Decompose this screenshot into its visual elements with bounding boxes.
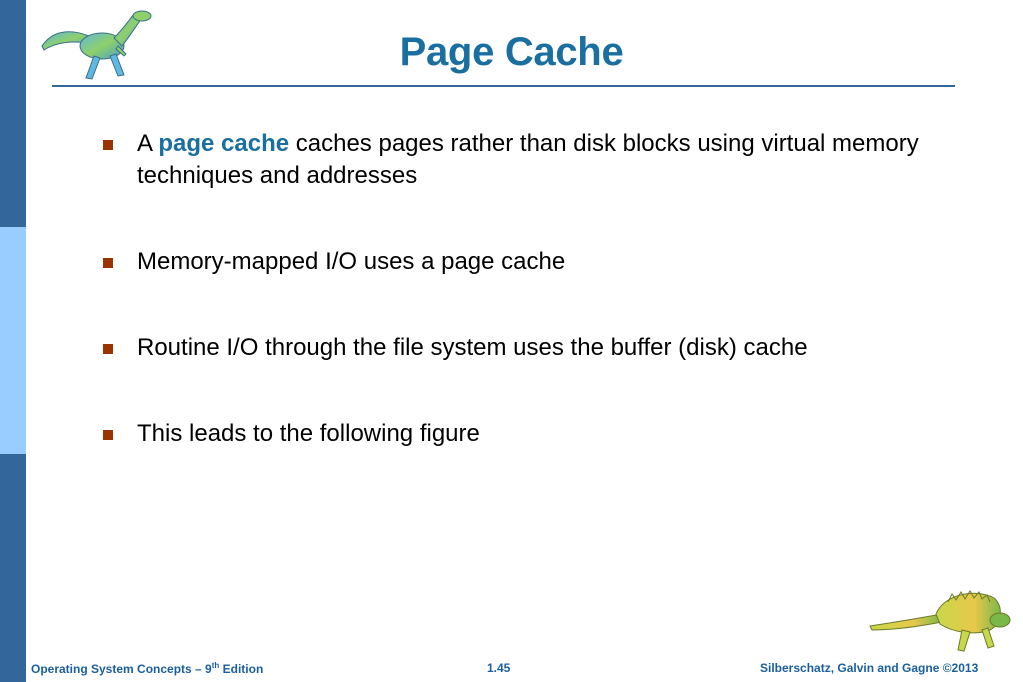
bullet-text: Routine I/O through the file system uses the buffer (disk) cache <box>137 334 808 361</box>
slide-title: Page Cache <box>399 30 624 74</box>
sidebar-light-middle <box>0 227 26 454</box>
highlighted-term: page cache <box>158 130 290 157</box>
bullet-list <box>100 128 920 450</box>
title-divider <box>52 85 955 87</box>
bullet-text: This leads to the following figure <box>137 420 480 447</box>
bullet-item <box>100 418 920 450</box>
bullet-item <box>100 128 920 192</box>
bullet-text-post: caches pages rather than disk blocks using virtual memory techniques and addresses <box>137 130 919 189</box>
footer-book-title: Operating System Concepts – 9th Edition <box>31 661 264 676</box>
bullet-item <box>100 246 920 278</box>
bullet-text-pre: A <box>137 130 159 157</box>
bullet-square-icon <box>103 140 113 150</box>
bullet-square-icon <box>103 430 113 440</box>
footer-authors: Silberschatz, Galvin and Gagne ©2013 <box>760 661 979 675</box>
bullet-square-icon <box>103 344 113 354</box>
bullet-text: Memory-mapped I/O uses a page cache <box>137 248 566 275</box>
dinosaur-logo-bottom-icon <box>866 584 1016 658</box>
footer-page-number: 1.45 <box>487 661 511 675</box>
bullet-item <box>100 332 920 364</box>
sidebar-dark-bottom <box>0 454 26 682</box>
bullet-square-icon <box>103 258 113 268</box>
